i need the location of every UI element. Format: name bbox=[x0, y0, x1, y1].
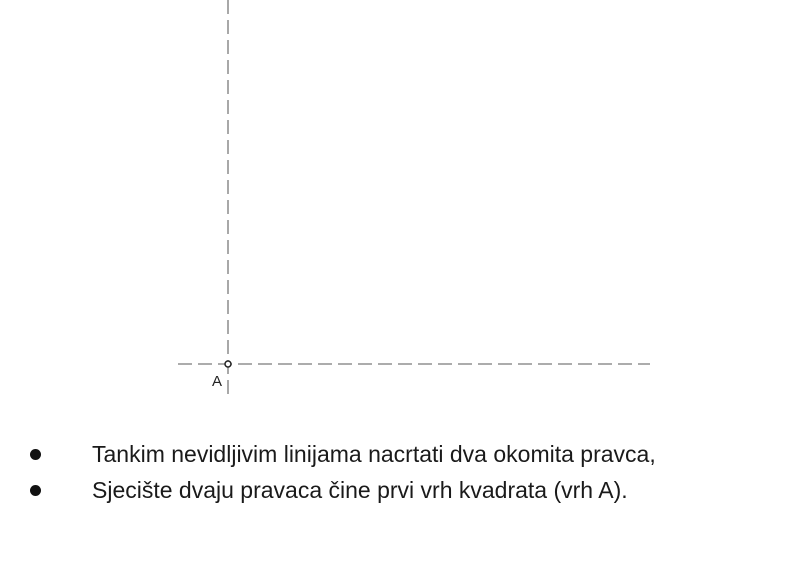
instruction-text-1: Tankim nevidljivim linijama nacrtati dva okomita pravca, bbox=[92, 441, 656, 467]
list-item bbox=[0, 436, 800, 472]
list-item bbox=[0, 472, 800, 508]
point-a-marker bbox=[225, 361, 231, 367]
bullet-icon bbox=[30, 485, 41, 496]
point-a-label: A bbox=[212, 373, 223, 390]
instruction-text-2: Sjecište dvaju pravaca čine prvi vrh kvadrata (vrh A). bbox=[92, 477, 628, 503]
instruction-list bbox=[0, 436, 800, 508]
bullet-icon bbox=[30, 449, 41, 460]
